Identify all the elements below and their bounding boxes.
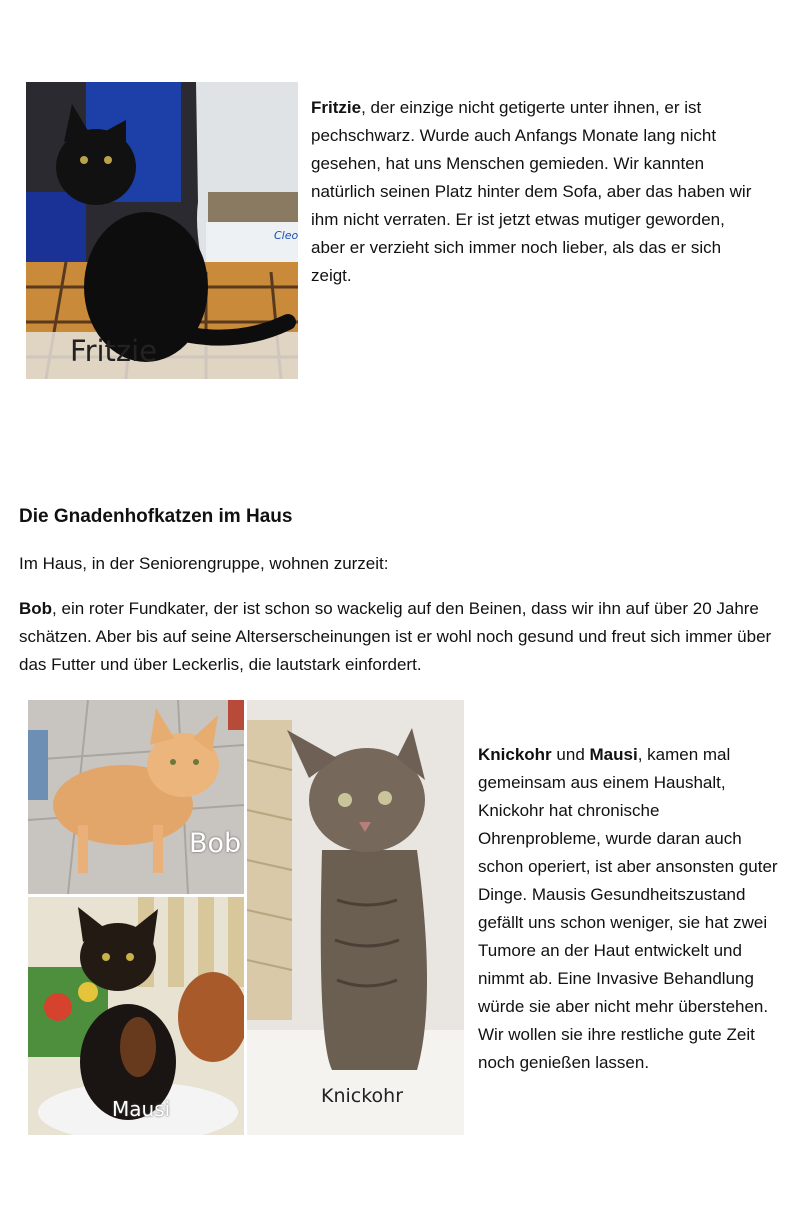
mausi-photo-caption: Mausi <box>112 1097 171 1121</box>
mausi-name: Mausi <box>589 745 638 764</box>
knickohr-photo <box>247 700 464 1135</box>
fritzie-paragraph <box>311 94 763 290</box>
fritzie-photo <box>26 82 298 379</box>
section-intro: Im Haus, in der Seniorengruppe, wohnen zurzeit: <box>19 554 389 573</box>
fritzie-photo-caption: Fritzie <box>70 334 158 368</box>
knickohr-name: Knickohr <box>478 745 552 764</box>
fritzie-name: Fritzie <box>311 98 362 117</box>
connector-text: und <box>551 745 590 764</box>
knickohr-mausi-text: , kamen mal gemeinsam aus einem Haushalt, Knickohr hat chronische Ohrenprobleme, wurde daran auch schon operiert, ist aber ansonsten guter Dinge. Mausis Gesundheitszustand gefällt uns schon weniger, sie hat zwei Tumore an der Haut entwickelt und nimmt ab. Eine Invasive Behandlung würde sie aber nicht mehr überstehen. Wir wollen sie ihre restliche gute Zeit noch genießen lassen. <box>478 745 778 1072</box>
bob-photo-caption: Bob <box>189 828 242 859</box>
knickohr-mausi-paragraph <box>478 741 778 1077</box>
bob-name: Bob <box>19 599 53 618</box>
bob-paragraph <box>19 595 777 679</box>
section-heading: Die Gnadenhofkatzen im Haus <box>19 506 293 527</box>
fritzie-text: , der einzige nicht getigerte unter ihnen, er ist pechschwarz. Wurde auch Anfangs Monate lang nicht gesehen, hat uns Menschen gemieden. Wir kannten natürlich seinen Platz hinter dem Sofa, aber das haben wir ihm nicht verraten. Er ist jetzt etwas mutiger geworden, aber er verzieht sich immer noch lieber, als das er sich zeigt. <box>311 98 752 285</box>
bob-text: , ein roter Fundkater, der ist schon so wackelig auf den Beinen, dass wir ihn auf über 20 Jahre schätzen. Aber bis auf seine Alterserscheinungen ist er wohl noch gesund und freut sich immer über das Futter und über Leckerlis, die lautstark einfordert. <box>19 599 772 674</box>
bob-photo <box>28 700 244 894</box>
litter-box-label: Cleo <box>274 229 298 242</box>
mausi-photo <box>28 897 244 1135</box>
knickohr-photo-caption: Knickohr <box>321 1085 404 1107</box>
